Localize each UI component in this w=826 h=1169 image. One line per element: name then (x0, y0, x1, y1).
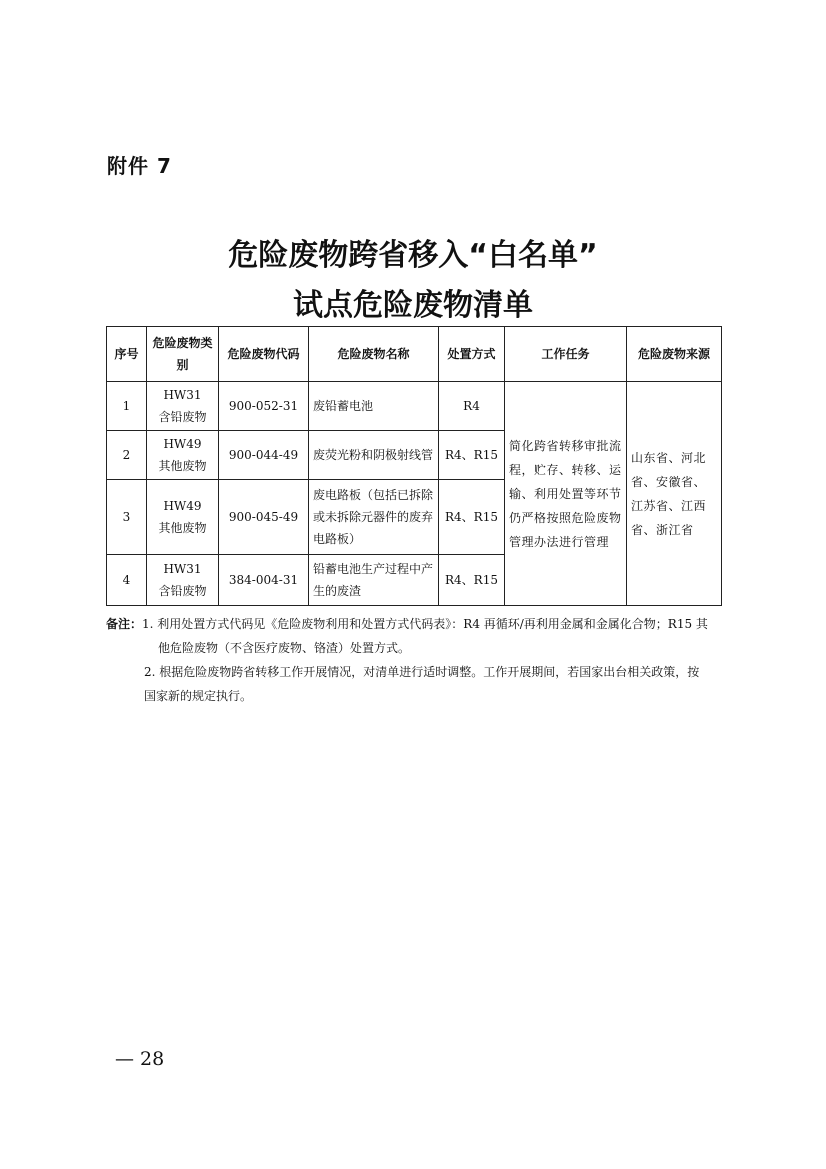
cell-task: 简化跨省转移审批流程，贮存、转移、运输、利用处置等环节仍严格按照危险废物管理办法进行管理 (505, 382, 627, 606)
category-code: HW49 (163, 437, 202, 451)
cell-category (147, 431, 219, 480)
header-code: 危险废物代码 (219, 327, 309, 382)
cell-seq: 4 (107, 555, 147, 606)
category-code: HW49 (163, 499, 202, 513)
cell-category (147, 480, 219, 555)
header-seq: 序号 (107, 327, 147, 382)
cell-method: R4、R15 (439, 480, 505, 555)
table-row (107, 382, 722, 431)
header-method: 处置方式 (439, 327, 505, 382)
note-2-continuation: 国家新的规定执行。 (144, 689, 253, 703)
page-title: 危险废物跨省移入“白名单” (228, 238, 598, 273)
note-1 (106, 612, 726, 636)
cell-seq: 3 (107, 480, 147, 555)
note-1-continuation: 他危险废物（不含医疗废物、铬渣）处置方式。 (158, 641, 411, 655)
category-code: HW31 (163, 388, 202, 402)
cell-code: 900-052-31 (219, 382, 309, 431)
cell-source: 山东省、河北省、安徽省、江苏省、江西省、浙江省 (627, 382, 722, 606)
category-name: 含铅废物 (158, 410, 207, 424)
cell-method: R4、R15 (439, 431, 505, 480)
cell-category (147, 555, 219, 606)
cell-name: 废电路板（包括已拆除或未拆除元器件的废弃电路板） (309, 480, 439, 555)
cell-code: 900-044-49 (219, 431, 309, 480)
page-subtitle: 试点危险废物清单 (293, 288, 533, 323)
notes-label: 备注： (106, 617, 143, 631)
category-name: 其他废物 (158, 521, 207, 535)
waste-list-table (106, 326, 722, 606)
category-name: 含铅废物 (158, 584, 207, 598)
cell-method: R4 (439, 382, 505, 431)
cell-name: 废铅蓄电池 (309, 382, 439, 431)
header-source: 危险废物来源 (627, 327, 722, 382)
cell-method: R4、R15 (439, 555, 505, 606)
header-task: 工作任务 (505, 327, 627, 382)
cell-name: 铅蓄电池生产过程中产生的废渣 (309, 555, 439, 606)
cell-seq: 2 (107, 431, 147, 480)
category-code: HW31 (163, 562, 202, 576)
note-1-text: 1. 利用处置方式代码见《危险废物利用和处置方式代码表》：R4 再循环/再利用金属和金属化合物；R15 其 (142, 617, 708, 631)
note-2: 2. 根据危险废物跨省转移工作开展情况，对清单进行适时调整。工作开展期间，若国家出台相关政策，按 (144, 665, 700, 679)
page-number: — 28 (115, 1048, 165, 1070)
header-category: 危险废物类别 (147, 327, 219, 382)
header-name: 危险废物名称 (309, 327, 439, 382)
cell-code: 384-004-31 (219, 555, 309, 606)
notes-section (106, 612, 726, 708)
cell-code: 900-045-49 (219, 480, 309, 555)
category-name: 其他废物 (158, 459, 207, 473)
cell-name: 废荧光粉和阴极射线管 (309, 431, 439, 480)
cell-seq: 1 (107, 382, 147, 431)
attachment-label: 附件 7 (107, 154, 172, 178)
table-header-row (107, 327, 722, 382)
cell-category (147, 382, 219, 431)
